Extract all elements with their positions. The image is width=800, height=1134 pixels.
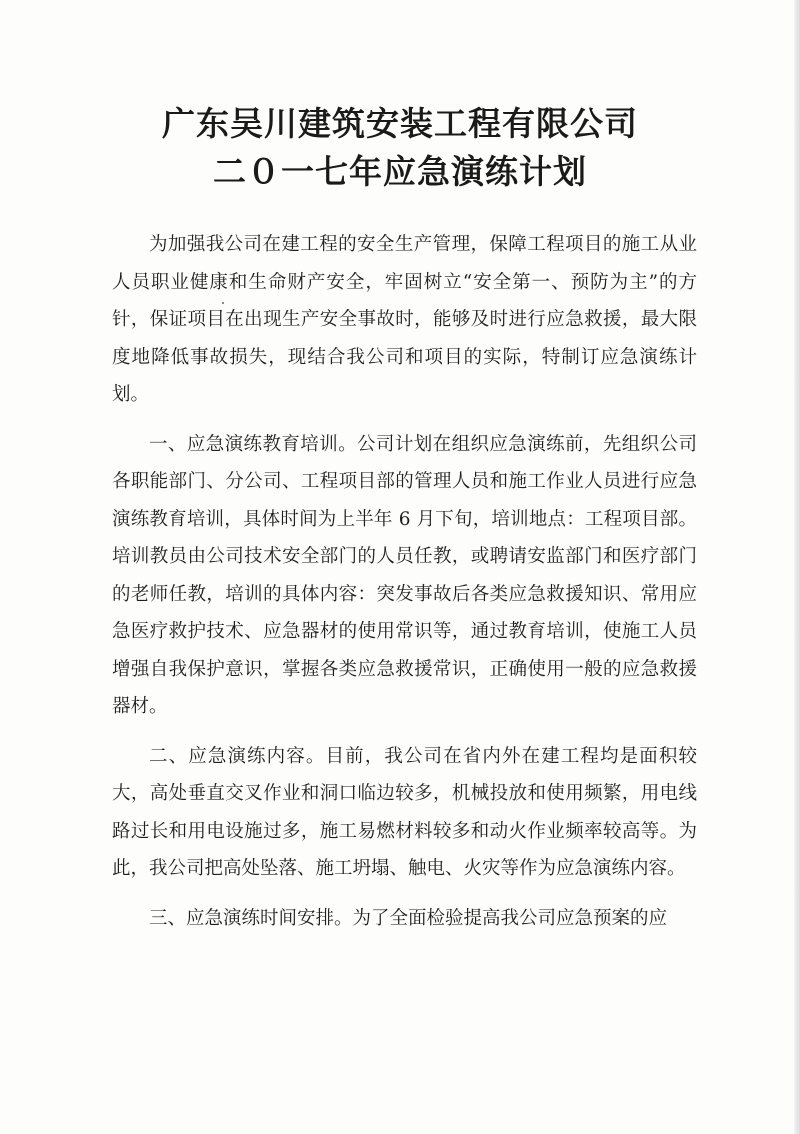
document-body <box>112 226 697 937</box>
document-title-company: 广东吴川建筑安装工程有限公司 <box>162 104 638 143</box>
document-title-plan: 二０一七年应急演练计划 <box>213 152 587 191</box>
paragraph-content: 二、应急演练内容。目前，我公司在省内外在建工程均是面积较大，高处垂直交叉作业和洞口临边较多，机械投放和使用频繁，用电线路过长和用电设施过多，施工易燃材料较多和动火作业频率较高等。为此，我公司把高处坠落、施工坍塌、触电、火灾等作为应急演练内容。 <box>112 745 697 879</box>
paragraph-training: 一、应急演练教育培训。公司计划在组织应急演练前，先组织公司各职能部门、分公司、工程项目部的管理人员和施工作业人员进行应急演练教育培训，具体时间为上半年 6 月下旬，培训地点：工程项目部。培训教员由公司技术安全部门的人员任教，或聘请安监部门和医疗部门的老师任教，培训的具体内容：突发事故后各类应急救援知识、常用应急医疗救护技术、应急器材的使用常识等，通过教育培训，使施工人员增强自我保护意识，掌握各类应急救援常识，正确使用一般的应急救援器材。 <box>112 433 697 717</box>
paragraph-intro: 为加强我公司在建工程的安全生产管理，保障工程项目的施工从业人员职业健康和生命财产安全，牢固树立“安全第一、预防为主”的方针，保证项目在出现生产安全事故时，能够及时进行应急救援，最大限度地降低事故损失，现结合我公司和项目的实际，特制订应急演练计划。 <box>112 234 697 405</box>
paragraph-schedule: 三、应急演练时间安排。为了全面检验提高我公司应急预案的应 <box>149 907 668 929</box>
